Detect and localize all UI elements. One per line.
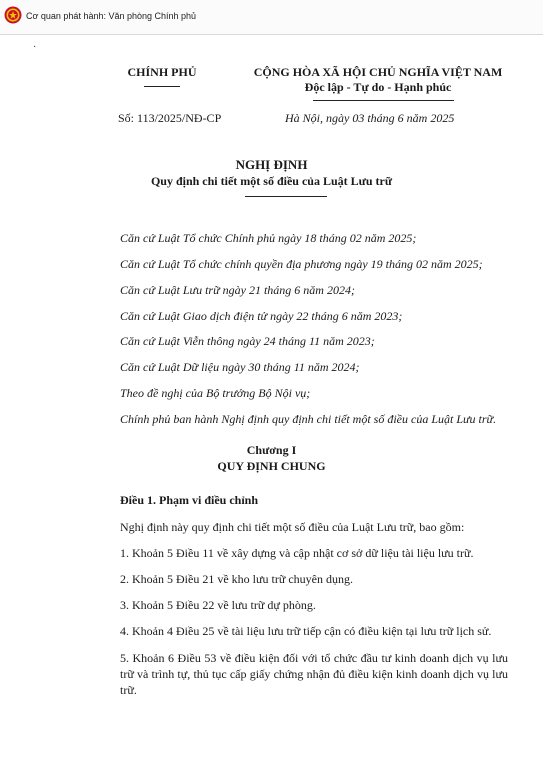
chapter-title: QUY ĐỊNH CHUNG	[217, 459, 326, 473]
legal-basis-item: Theo đề nghị của Bộ trưởng Bộ Nội vụ;	[120, 386, 311, 400]
article-item: 4. Khoản 4 Điều 25 về tài liệu lưu trữ tiếp cận có điều kiện tại lưu trữ lịch sử.	[120, 624, 492, 638]
legal-basis-item: Chính phủ ban hành Nghị định quy định chi tiết một số điều của Luật Lưu trữ.	[120, 412, 497, 426]
article-heading: Điều 1. Phạm vi điều chỉnh	[120, 493, 259, 507]
national-emblem-icon	[4, 6, 22, 24]
motto-underline	[313, 100, 454, 101]
document-header-bar	[0, 0, 543, 35]
document-type: NGHỊ ĐỊNH	[235, 157, 308, 172]
nation-name: CỘNG HÒA XÃ HỘI CHỦ NGHĨA VIỆT NAM	[253, 65, 503, 79]
legal-basis-item: Căn cứ Luật Giao dịch điện tử ngày 22 tháng 6 năm 2023;	[120, 309, 403, 323]
article-item: 5. Khoản 6 Điều 53 về điều kiện đối với tổ chức đầu tư kinh doanh dịch vụ lưu trữ và trình tự, thủ tục cấp giấy chứng nhận đủ điều kiện kinh doanh dịch vụ lưu trữ.	[120, 651, 508, 697]
legal-basis-item: Căn cứ Luật Lưu trữ ngày 21 tháng 6 năm 2024;	[120, 283, 355, 297]
document-title: Quy định chi tiết một số điều của Luật Lưu trữ	[150, 174, 393, 188]
article-item: 1. Khoản 5 Điều 11 về xây dựng và cập nhật cơ sở dữ liệu tài liệu lưu trữ.	[120, 546, 474, 560]
legal-basis-item: Căn cứ Luật Dữ liệu ngày 30 tháng 11 năm 2024;	[120, 360, 360, 374]
issuer-underline	[144, 86, 180, 87]
legal-basis-item: Căn cứ Luật Viễn thông ngày 24 tháng 11 năm 2023;	[120, 334, 375, 348]
document-number: Số: 113/2025/NĐ-CP	[118, 111, 222, 125]
place-and-date: Hà Nội, ngày 03 tháng 6 năm 2025	[285, 111, 455, 125]
article-intro: Nghị định này quy định chi tiết một số điều của Luật Lưu trữ, bao gồm:	[120, 520, 465, 534]
decorative-dot: ·	[33, 42, 37, 53]
title-underline	[245, 196, 327, 197]
article-item: 3. Khoản 5 Điều 22 về lưu trữ dự phòng.	[120, 598, 316, 612]
article-item: 2. Khoản 5 Điều 21 về kho lưu trữ chuyên dụng.	[120, 572, 353, 586]
legal-basis-item: Căn cứ Luật Tổ chức chính quyền địa phương ngày 19 tháng 02 năm 2025;	[120, 257, 483, 271]
national-motto: Độc lập - Tự do - Hạnh phúc	[304, 80, 452, 94]
issuing-agency-label: Cơ quan phát hành: Văn phòng Chính phủ	[26, 11, 197, 21]
chapter-number: Chương I	[246, 443, 297, 457]
legal-basis-item: Căn cứ Luật Tổ chức Chính phủ ngày 18 tháng 02 năm 2025;	[120, 231, 417, 245]
issuer-name: CHÍNH PHỦ	[127, 65, 197, 79]
